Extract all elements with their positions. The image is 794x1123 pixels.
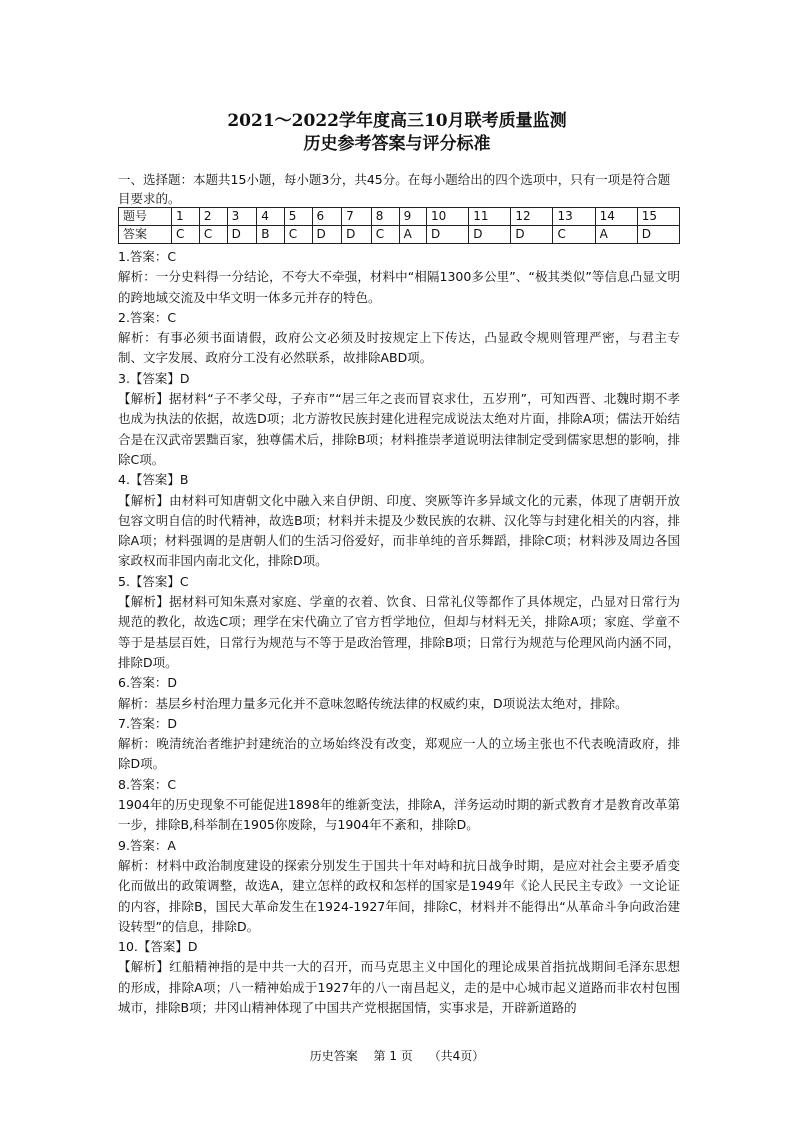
- analysis-paragraph: 1904年的历史现象不可能促进1898年的维新变法，排除A，洋务运动时期的新式教育才是教育改革第一步，排除B,科举制在1905你废除，与1904年不紊和，排除D。: [118, 797, 680, 833]
- table-cell: 12: [511, 208, 553, 226]
- footer-total-pages: （共4页）: [428, 1049, 485, 1063]
- table-cell: 1: [172, 208, 200, 226]
- page-footer: [0, 1047, 794, 1064]
- table-header-cell: 题号: [119, 208, 172, 226]
- answer-line: 8.答案：C: [118, 776, 177, 792]
- table-cell: C: [371, 226, 399, 244]
- section-intro: 一、选择题：本题共15小题，每小题3分，共45分。在每小题给出的四个选项中，只有一项是符合题目要求的。: [118, 172, 671, 206]
- footer-subject: 历史答案: [309, 1049, 358, 1063]
- table-header-cell: 答案: [119, 226, 172, 244]
- answer-line: 6.答案：D: [118, 675, 178, 691]
- table-cell: C: [199, 226, 227, 244]
- table-cell: A: [399, 226, 426, 244]
- answer-line: 3.【答案】D: [118, 370, 190, 386]
- table-cell: 13: [553, 208, 595, 226]
- table-cell: 7: [342, 208, 372, 226]
- analysis-paragraph: 解析：一分史料得一分结论，不夸大不牵强，材料中“相隔1300多公里”、“极其类似”等信息凸显文明的跨地域交流及中华文明一体多元并存的特色。: [118, 269, 680, 305]
- table-cell: D: [637, 226, 679, 244]
- analysis-paragraph: 解析：基层乡村治理力量多元化并不意味忽略传统法律的权威约束，D项说法太绝对，排除。: [118, 695, 628, 711]
- table-cell: D: [427, 226, 469, 244]
- answer-line: 2.答案：C: [118, 309, 177, 325]
- answer-line: 7.答案：D: [118, 715, 178, 731]
- analysis-paragraph: 解析：晚清统治者维护封建统治的立场始终没有改变，郑观应一人的立场主张也不代表晚清政府，排除D项。: [118, 736, 680, 772]
- analysis-paragraph: 【解析】据材料“子不孝父母，子弃市”“居三年之丧而冒哀求仕，五岁刑”，可知西晋、北魏时期不孝也成为执法的依据，故选D项；北方游牧民族封建化进程完成说法太绝对片面，排除A项；儒法开始结合是在汉武帝罢黜百家，独尊儒术后，排除B项；材料推崇孝道说明法律制定受到儒家思想的影响，排除C项。: [118, 391, 680, 467]
- table-cell: 4: [257, 208, 285, 226]
- document-title: 2021～2022学年度高三10月联考质量监测: [227, 111, 567, 131]
- table-cell: 8: [371, 208, 399, 226]
- footer-page-number: 第 1 页: [373, 1049, 413, 1063]
- table-cell: C: [553, 226, 595, 244]
- table-cell: D: [511, 226, 553, 244]
- table-row-numbers: [119, 208, 680, 226]
- analysis-paragraph: 【解析】由材料可知唐朝文化中融入来自伊朗、印度、突厥等许多异域文化的元素，体现了唐朝开放包容文明自信的时代精神，故选B项；材料并未提及少数民族的农耕、汉化等与封建化相关的内容，排除A项；材料强调的是唐朝人们的生活习俗爱好，而非单纯的音乐舞蹈，排除C项；材料涉及周边各国家政权而非国内南北文化，排除D项。: [118, 492, 680, 569]
- answer-table: [118, 207, 680, 244]
- answer-line: 1.答案：C: [118, 249, 177, 264]
- table-cell: 14: [595, 208, 637, 226]
- table-cell: D: [312, 226, 342, 244]
- table-cell: 15: [637, 208, 679, 226]
- table-cell: 10: [427, 208, 469, 226]
- table-cell: D: [342, 226, 372, 244]
- table-cell: 6: [312, 208, 342, 226]
- analysis-paragraph: 解析：有事必须书面请假，政府公文必须及时按规定上下传达，凸显政令规则管理严密，与君主专制、文字发展、政府分工没有必然联系，故排除ABD项。: [118, 330, 680, 366]
- answer-line: 4.【答案】B: [118, 472, 189, 488]
- table-cell: 9: [399, 208, 426, 226]
- table-cell: D: [227, 226, 257, 244]
- table-cell: B: [257, 226, 285, 244]
- table-cell: A: [595, 226, 637, 244]
- analysis-paragraph: 解析：材料中政治制度建设的探索分别发生于国共十年对峙和抗日战争时期，是应对社会主要矛盾变化而做出的政策调整，故选A，建立怎样的政权和怎样的国家是1949年《论人民民主专政》一文论证的内容，排除B，国民大革命发生在1924-1927年间，排除C，材料并不能得出“从革命斗争向政治建设转型”的信息，排除D。: [118, 857, 680, 934]
- table-cell: 5: [284, 208, 312, 226]
- analysis-paragraph: 【解析】红船精神指的是中共一大的召开，而马克思主义中国化的理论成果首指抗战期间毛泽东思想的形成，排除A项；八一精神始成于1927年的八一南昌起义，走的是中心城市起义道路而非农村包围城市，排除B项；井冈山精神体现了中国共产党根据国情，实事求是，开辟新道路的: [118, 959, 680, 1015]
- explanations: [118, 247, 680, 1018]
- table-cell: C: [172, 226, 200, 244]
- document-subtitle: 历史参考答案与评分标准: [303, 134, 491, 154]
- answer-line: 5.【答案】C: [118, 573, 189, 589]
- analysis-paragraph: 【解析】据材料可知朱熹对家庭、学童的衣着、饮食、日常礼仪等都作了具体规定，凸显对日常行为规范的教化，故选C项；理学在宋代确立了官方哲学地位，但却与材料无关，排除A项；家庭、学童不等于是基层百姓，日常行为规范与不等于是政治管理，排除B项；日常行为规范与伦理风尚内涵不同，排除D项。: [118, 594, 680, 670]
- table-cell: 2: [199, 208, 227, 226]
- answer-line: 9.答案：A: [118, 837, 176, 853]
- table-cell: 3: [227, 208, 257, 226]
- answer-line: 10.【答案】D: [118, 939, 198, 955]
- table-cell: C: [284, 226, 312, 244]
- table-cell: 11: [469, 208, 511, 226]
- table-cell: D: [469, 226, 511, 244]
- table-row-answers: [119, 226, 680, 244]
